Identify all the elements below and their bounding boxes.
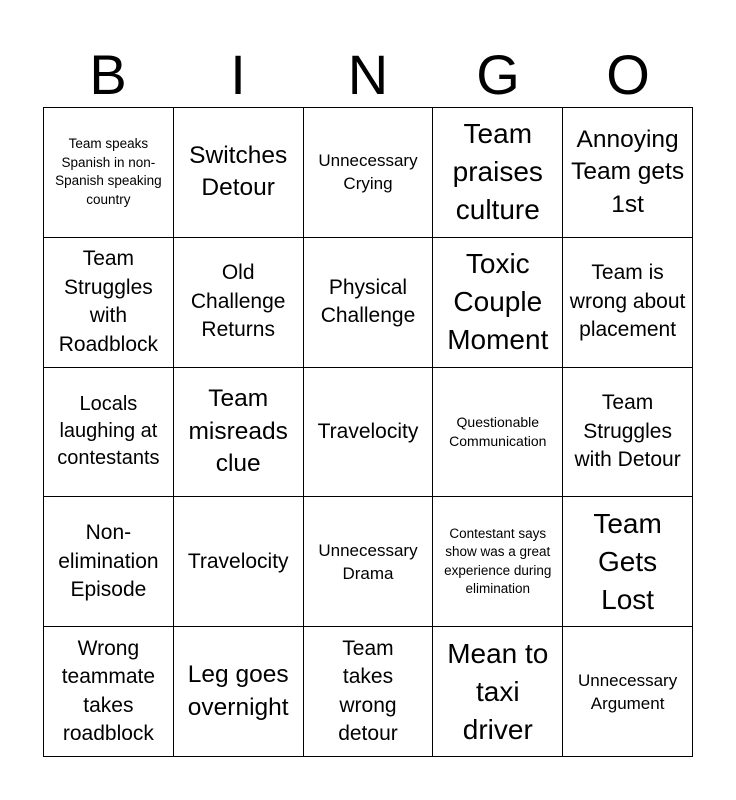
header-letter-g: G (476, 43, 520, 106)
cell-text: Team Struggles with Detour (574, 391, 681, 472)
bingo-cell[interactable] (304, 368, 434, 498)
bingo-cell[interactable] (433, 108, 563, 238)
bingo-cell[interactable] (433, 627, 563, 757)
bingo-cell[interactable] (44, 238, 174, 368)
bingo-cell[interactable] (563, 238, 693, 368)
bingo-cell[interactable] (174, 108, 304, 238)
bingo-board (43, 107, 693, 757)
bingo-cell[interactable] (44, 627, 174, 757)
cell-text: Team Gets Lost (593, 507, 662, 615)
cell-text: Unnecessary Crying (318, 151, 418, 194)
bingo-header (43, 44, 693, 106)
bingo-cell[interactable] (44, 108, 174, 238)
cell-text: Unnecessary Argument (577, 670, 678, 713)
bingo-cell[interactable] (304, 238, 434, 368)
cell-text: Questionable Communication (449, 414, 547, 449)
bingo-cell[interactable] (44, 368, 174, 498)
cell-text: Unnecessary Drama (318, 540, 418, 583)
cell-text: Leg goes overnight (187, 661, 289, 721)
cell-text: Team is wrong about placement (569, 261, 686, 342)
bingo-cell[interactable] (563, 108, 693, 238)
bingo-cell[interactable] (563, 368, 693, 498)
cell-text: Locals laughing at contestants (57, 393, 160, 470)
header-letter-i: I (230, 43, 246, 106)
cell-text: Contestant says show was a great experience during elimination (444, 525, 552, 597)
bingo-cell[interactable] (433, 368, 563, 498)
cell-text: Wrong teammate takes roadblock (61, 636, 156, 746)
bingo-cell[interactable] (563, 497, 693, 627)
cell-text: Old Challenge Returns (190, 261, 286, 342)
cell-text: Mean to taxi driver (447, 637, 549, 745)
cell-text: Team speaks Spanish in non-Spanish speaking country (55, 136, 162, 207)
cell-text: Annoying Team gets 1st (571, 125, 685, 218)
cell-text: Team misreads clue (188, 385, 288, 478)
cell-text: Switches Detour (189, 141, 288, 202)
header-letter-b: B (89, 43, 127, 106)
cell-text: Travelocity (317, 419, 419, 443)
bingo-cell[interactable] (44, 497, 174, 627)
bingo-cell[interactable] (304, 108, 434, 238)
bingo-cell[interactable] (174, 627, 304, 757)
bingo-cell[interactable] (433, 497, 563, 627)
cell-text: Team takes wrong detour (338, 636, 398, 746)
bingo-cell[interactable] (174, 368, 304, 498)
cell-text: Toxic Couple Moment (447, 248, 549, 356)
cell-text: Team Struggles with Roadblock (58, 247, 158, 356)
bingo-cell[interactable] (304, 497, 434, 627)
bingo-cell[interactable] (174, 497, 304, 627)
header-letter-n: N (347, 43, 389, 106)
bingo-cell[interactable] (563, 627, 693, 757)
cell-text: Physical Challenge (320, 275, 416, 328)
cell-text: Team praises culture (452, 118, 543, 226)
bingo-cell[interactable] (433, 238, 563, 368)
bingo-cell[interactable] (304, 627, 434, 757)
bingo-cell[interactable] (174, 238, 304, 368)
cell-text: Non-elimination Episode (58, 521, 159, 602)
cell-text: Travelocity (187, 549, 289, 573)
header-letter-o: O (606, 43, 650, 106)
